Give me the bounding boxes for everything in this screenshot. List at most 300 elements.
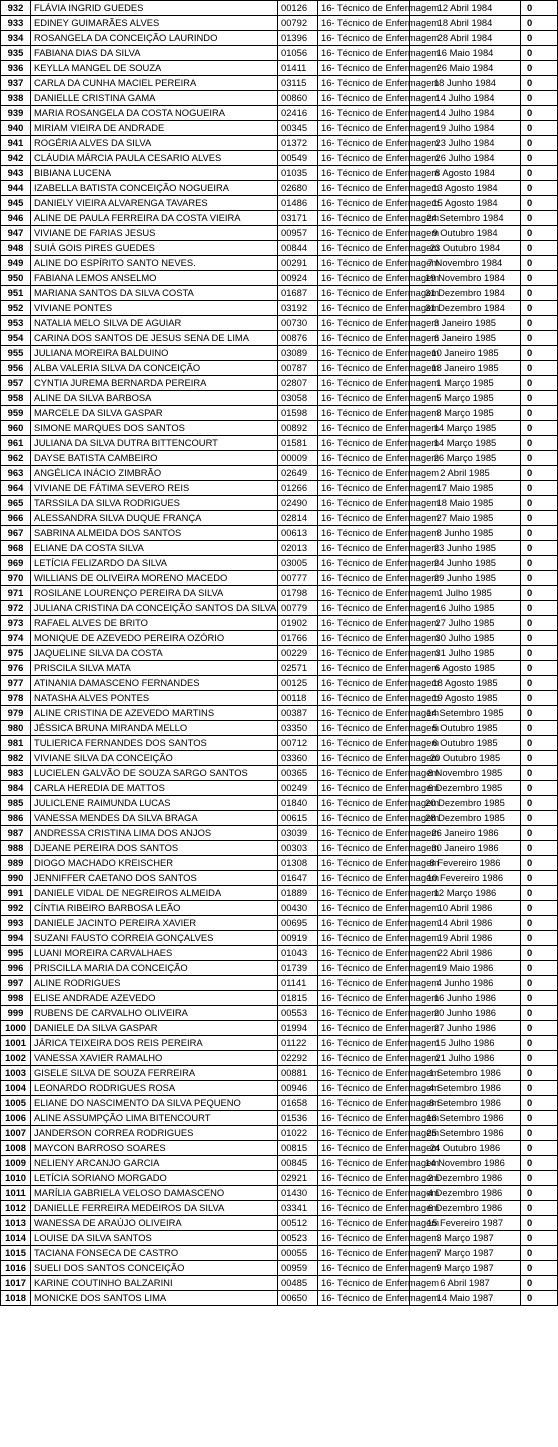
candidate-name: VANESSA XAVIER RAMALHO <box>31 1051 278 1066</box>
position: 16- Técnico de Enfermagem <box>318 1171 410 1186</box>
candidate-name: SABRINA ALMEIDA DOS SANTOS <box>31 526 278 541</box>
table-row <box>1 1006 558 1021</box>
position: 16- Técnico de Enfermagem <box>318 1126 410 1141</box>
birth-date: 14 Abril 1986 <box>410 916 521 931</box>
score: 0 <box>521 1231 558 1246</box>
row-number: 953 <box>1 316 31 331</box>
registration-code: 00695 <box>278 916 318 931</box>
candidate-name: ANDRESSA CRISTINA LIMA DOS ANJOS <box>31 826 278 841</box>
birth-date: 7 Novembro 1984 <box>410 256 521 271</box>
table-row <box>1 676 558 691</box>
birth-date: 17 Maio 1985 <box>410 481 521 496</box>
position: 16- Técnico de Enfermagem <box>318 586 410 601</box>
candidate-name: CARLA HEREDIA DE MATTOS <box>31 781 278 796</box>
candidate-name: RUBENS DE CARVALHO OLIVEIRA <box>31 1006 278 1021</box>
table-row <box>1 706 558 721</box>
candidate-name: ALESSANDRA SILVA DUQUE FRANÇA <box>31 511 278 526</box>
row-number: 967 <box>1 526 31 541</box>
table-row <box>1 976 558 991</box>
registration-code: 01889 <box>278 886 318 901</box>
row-number: 950 <box>1 271 31 286</box>
birth-date: 18 Abril 1984 <box>410 16 521 31</box>
registration-code: 00126 <box>278 1 318 16</box>
birth-date: 14 Maio 1987 <box>410 1291 521 1306</box>
birth-date: 19 Agosto 1985 <box>410 691 521 706</box>
birth-date: 14 Julho 1984 <box>410 91 521 106</box>
birth-date: 5 Março 1985 <box>410 391 521 406</box>
row-number: 966 <box>1 511 31 526</box>
birth-date: 25 Setembro 1986 <box>410 1126 521 1141</box>
score: 0 <box>521 601 558 616</box>
candidate-name: ALINE RODRIGUES <box>31 976 278 991</box>
position: 16- Técnico de Enfermagem <box>318 286 410 301</box>
candidate-name: GISELE SILVA DE SOUZA FERREIRA <box>31 1066 278 1081</box>
score: 0 <box>521 706 558 721</box>
score: 0 <box>521 481 558 496</box>
birth-date: 24 Setembro 1984 <box>410 211 521 226</box>
position: 16- Técnico de Enfermagem <box>318 316 410 331</box>
registration-code: 03192 <box>278 301 318 316</box>
position: 16- Técnico de Enfermagem <box>318 931 410 946</box>
table-row <box>1 1246 558 1261</box>
registration-code: 01035 <box>278 166 318 181</box>
position: 16- Técnico de Enfermagem <box>318 601 410 616</box>
table-row <box>1 76 558 91</box>
birth-date: 6 Dezembro 1985 <box>410 781 521 796</box>
score: 0 <box>521 436 558 451</box>
table-row <box>1 871 558 886</box>
row-number: 945 <box>1 196 31 211</box>
position: 16- Técnico de Enfermagem <box>318 331 410 346</box>
score: 0 <box>521 466 558 481</box>
score: 0 <box>521 631 558 646</box>
candidate-name: ATINANIA DAMASCENO FERNANDES <box>31 676 278 691</box>
birth-date: 26 Janeiro 1986 <box>410 826 521 841</box>
position: 16- Técnico de Enfermagem <box>318 76 410 91</box>
table-row <box>1 91 558 106</box>
score: 0 <box>521 1261 558 1276</box>
candidate-name: JULIANA DA SILVA DUTRA BITTENCOURT <box>31 436 278 451</box>
registration-code: 02571 <box>278 661 318 676</box>
table-row <box>1 226 558 241</box>
score: 0 <box>521 571 558 586</box>
candidate-name: MARIA ROSANGELA DA COSTA NOGUEIRA <box>31 106 278 121</box>
score: 0 <box>521 331 558 346</box>
registration-code: 00512 <box>278 1216 318 1231</box>
registration-code: 00844 <box>278 241 318 256</box>
position: 16- Técnico de Enfermagem <box>318 211 410 226</box>
registration-code: 01372 <box>278 136 318 151</box>
position: 16- Técnico de Enfermagem <box>318 1276 410 1291</box>
registration-code: 03039 <box>278 826 318 841</box>
score: 0 <box>521 991 558 1006</box>
registration-code: 01536 <box>278 1111 318 1126</box>
position: 16- Técnico de Enfermagem <box>318 151 410 166</box>
score: 0 <box>521 886 558 901</box>
table-row <box>1 601 558 616</box>
row-number: 956 <box>1 361 31 376</box>
registration-code: 00845 <box>278 1156 318 1171</box>
table-row <box>1 346 558 361</box>
registration-code: 00291 <box>278 256 318 271</box>
score: 0 <box>521 871 558 886</box>
candidate-name: WILLIANS DE OLIVEIRA MORENO MACEDO <box>31 571 278 586</box>
candidate-name: JAQUELINE SILVA DA COSTA <box>31 646 278 661</box>
birth-date: 16 Setembro 1986 <box>410 1111 521 1126</box>
birth-date: 15 Agosto 1984 <box>410 196 521 211</box>
table-row <box>1 946 558 961</box>
table-row <box>1 721 558 736</box>
candidate-name: NATASHA ALVES PONTES <box>31 691 278 706</box>
birth-date: 16 Maio 1984 <box>410 46 521 61</box>
position: 16- Técnico de Enfermagem <box>318 1021 410 1036</box>
score: 0 <box>521 811 558 826</box>
position: 16- Técnico de Enfermagem <box>318 1201 410 1216</box>
table-row <box>1 1201 558 1216</box>
candidate-name: DJEANE PEREIRA DOS SANTOS <box>31 841 278 856</box>
score: 0 <box>521 856 558 871</box>
candidate-name: DAYSE BATISTA CAMBEIRO <box>31 451 278 466</box>
candidate-name: VIVIANE DE FARIAS JESUS <box>31 226 278 241</box>
table-row <box>1 1036 558 1051</box>
birth-date: 19 Novembro 1984 <box>410 271 521 286</box>
birth-date: 26 Julho 1984 <box>410 151 521 166</box>
row-number: 988 <box>1 841 31 856</box>
position: 16- Técnico de Enfermagem <box>318 361 410 376</box>
candidate-name: BIBIANA LUCENA <box>31 166 278 181</box>
candidate-name: CÍNTIA RIBEIRO BARBOSA LEÃO <box>31 901 278 916</box>
birth-date: 8 Fevereiro 1986 <box>410 856 521 871</box>
birth-date: 26 Maio 1984 <box>410 61 521 76</box>
table-row <box>1 136 558 151</box>
candidate-name: ELIANE DO NASCIMENTO DA SILVA PEQUENO <box>31 1096 278 1111</box>
position: 16- Técnico de Enfermagem <box>318 376 410 391</box>
row-number: 989 <box>1 856 31 871</box>
birth-date: 18 Janeiro 1985 <box>410 361 521 376</box>
row-number: 992 <box>1 901 31 916</box>
birth-date: 14 Março 1985 <box>410 436 521 451</box>
row-number: 936 <box>1 61 31 76</box>
score: 0 <box>521 901 558 916</box>
score: 0 <box>521 256 558 271</box>
position: 16- Técnico de Enfermagem <box>318 1231 410 1246</box>
score: 0 <box>521 1006 558 1021</box>
candidate-name: TULIERICA FERNANDES DOS SANTOS <box>31 736 278 751</box>
table-row <box>1 1231 558 1246</box>
registration-code: 01411 <box>278 61 318 76</box>
birth-date: 19 Maio 1986 <box>410 961 521 976</box>
row-number: 969 <box>1 556 31 571</box>
birth-date: 23 Outubro 1984 <box>410 241 521 256</box>
row-number: 946 <box>1 211 31 226</box>
row-number: 951 <box>1 286 31 301</box>
birth-date: 12 Abril 1984 <box>410 1 521 16</box>
row-number: 955 <box>1 346 31 361</box>
candidate-name: JULIANA CRISTINA DA CONCEIÇÃO SANTOS DA SILVA <box>31 601 278 616</box>
table-row <box>1 1186 558 1201</box>
position: 16- Técnico de Enfermagem <box>318 676 410 691</box>
table-row <box>1 766 558 781</box>
registration-code: 02013 <box>278 541 318 556</box>
row-number: 984 <box>1 781 31 796</box>
position: 16- Técnico de Enfermagem <box>318 721 410 736</box>
candidate-name: TACIANA FONSECA DE CASTRO <box>31 1246 278 1261</box>
score: 0 <box>521 976 558 991</box>
row-number: 996 <box>1 961 31 976</box>
registration-code: 00303 <box>278 841 318 856</box>
registration-code: 00712 <box>278 736 318 751</box>
table-row <box>1 496 558 511</box>
row-number: 949 <box>1 256 31 271</box>
birth-date: 7 Março 1987 <box>410 1246 521 1261</box>
candidate-name: MARCELE DA SILVA GASPAR <box>31 406 278 421</box>
row-number: 952 <box>1 301 31 316</box>
score: 0 <box>521 106 558 121</box>
position: 16- Técnico de Enfermagem <box>318 961 410 976</box>
registration-code: 01266 <box>278 481 318 496</box>
score: 0 <box>521 586 558 601</box>
position: 16- Técnico de Enfermagem <box>318 271 410 286</box>
table-row <box>1 1081 558 1096</box>
score: 0 <box>521 226 558 241</box>
row-number: 958 <box>1 391 31 406</box>
birth-date: 20 Outubro 1985 <box>410 751 521 766</box>
row-number: 1010 <box>1 1171 31 1186</box>
table-row <box>1 1171 558 1186</box>
position: 16- Técnico de Enfermagem <box>318 691 410 706</box>
registration-code: 02807 <box>278 376 318 391</box>
birth-date: 16 Julho 1985 <box>410 601 521 616</box>
position: 16- Técnico de Enfermagem <box>318 871 410 886</box>
score: 0 <box>521 61 558 76</box>
position: 16- Técnico de Enfermagem <box>318 451 410 466</box>
registration-code: 02416 <box>278 106 318 121</box>
position: 16- Técnico de Enfermagem <box>318 1261 410 1276</box>
score: 0 <box>521 1126 558 1141</box>
table-row <box>1 1021 558 1036</box>
candidate-name: PRISCILLA MARIA DA CONCEIÇÃO <box>31 961 278 976</box>
birth-date: 12 Março 1986 <box>410 886 521 901</box>
position: 16- Técnico de Enfermagem <box>318 1111 410 1126</box>
table-row <box>1 631 558 646</box>
score: 0 <box>521 286 558 301</box>
score: 0 <box>521 1081 558 1096</box>
score: 0 <box>521 421 558 436</box>
birth-date: 29 Junho 1985 <box>410 571 521 586</box>
score: 0 <box>521 136 558 151</box>
table-row <box>1 286 558 301</box>
position: 16- Técnico de Enfermagem <box>318 196 410 211</box>
candidate-name: JULIANA MOREIRA BALDUINO <box>31 346 278 361</box>
score: 0 <box>521 1066 558 1081</box>
registration-code: 00792 <box>278 16 318 31</box>
row-number: 985 <box>1 796 31 811</box>
candidate-name: KARINE COUTINHO BALZARINI <box>31 1276 278 1291</box>
position: 16- Técnico de Enfermagem <box>318 391 410 406</box>
candidate-name: FABIANA LEMOS ANSELMO <box>31 271 278 286</box>
birth-date: 14 Novembro 1986 <box>410 1156 521 1171</box>
birth-date: 15 Julho 1986 <box>410 1036 521 1051</box>
row-number: 986 <box>1 811 31 826</box>
registration-code: 00118 <box>278 691 318 706</box>
score: 0 <box>521 676 558 691</box>
position: 16- Técnico de Enfermagem <box>318 1 410 16</box>
table-row <box>1 646 558 661</box>
birth-date: 28 Dezembro 1985 <box>410 811 521 826</box>
birth-date: 8 Agosto 1984 <box>410 166 521 181</box>
score: 0 <box>521 751 558 766</box>
table-row <box>1 991 558 1006</box>
row-number: 977 <box>1 676 31 691</box>
birth-date: 15 Fevereiro 1987 <box>410 1216 521 1231</box>
score: 0 <box>521 961 558 976</box>
table-row <box>1 661 558 676</box>
birth-date: 4 Junho 1986 <box>410 976 521 991</box>
score: 0 <box>521 241 558 256</box>
table-row <box>1 571 558 586</box>
table-row <box>1 1216 558 1231</box>
score: 0 <box>521 1246 558 1261</box>
birth-date: 1 Julho 1985 <box>410 586 521 601</box>
registration-code: 03350 <box>278 721 318 736</box>
registration-code: 01739 <box>278 961 318 976</box>
candidate-name: DANIELE DA SILVA GASPAR <box>31 1021 278 1036</box>
position: 16- Técnico de Enfermagem <box>318 436 410 451</box>
row-number: 954 <box>1 331 31 346</box>
row-number: 962 <box>1 451 31 466</box>
position: 16- Técnico de Enfermagem <box>318 481 410 496</box>
candidate-name: DANIELY VIEIRA ALVARENGA TAVARES <box>31 196 278 211</box>
score: 0 <box>521 151 558 166</box>
row-number: 940 <box>1 121 31 136</box>
score: 0 <box>521 391 558 406</box>
registration-code: 00553 <box>278 1006 318 1021</box>
row-number: 1016 <box>1 1261 31 1276</box>
candidate-name: MONIQUE DE AZEVEDO PEREIRA OZÓRIO <box>31 631 278 646</box>
candidate-name: LUCIELEN GALVÃO DE SOUZA SARGO SANTOS <box>31 766 278 781</box>
registration-code: 01902 <box>278 616 318 631</box>
row-number: 982 <box>1 751 31 766</box>
row-number: 942 <box>1 151 31 166</box>
position: 16- Técnico de Enfermagem <box>318 301 410 316</box>
registration-code: 00946 <box>278 1081 318 1096</box>
score: 0 <box>521 541 558 556</box>
row-number: 1013 <box>1 1216 31 1231</box>
registration-code: 01598 <box>278 406 318 421</box>
table-row <box>1 1126 558 1141</box>
registration-code: 00125 <box>278 676 318 691</box>
table-row <box>1 361 558 376</box>
registration-code: 00430 <box>278 901 318 916</box>
registration-code: 01994 <box>278 1021 318 1036</box>
row-number: 1015 <box>1 1246 31 1261</box>
position: 16- Técnico de Enfermagem <box>318 901 410 916</box>
row-number: 998 <box>1 991 31 1006</box>
row-number: 948 <box>1 241 31 256</box>
registration-code: 03341 <box>278 1201 318 1216</box>
table-row <box>1 556 558 571</box>
row-number: 995 <box>1 946 31 961</box>
row-number: 1005 <box>1 1096 31 1111</box>
row-number: 935 <box>1 46 31 61</box>
position: 16- Técnico de Enfermagem <box>318 1186 410 1201</box>
score: 0 <box>521 1186 558 1201</box>
table-row <box>1 526 558 541</box>
table-row <box>1 481 558 496</box>
table-row <box>1 1141 558 1156</box>
table-row <box>1 1051 558 1066</box>
registration-code: 03115 <box>278 76 318 91</box>
candidate-name: JENNIFFER CAETANO DOS SANTOS <box>31 871 278 886</box>
table-row <box>1 856 558 871</box>
score: 0 <box>521 1 558 16</box>
candidate-name: MONICKE DOS SANTOS LIMA <box>31 1291 278 1306</box>
candidate-name: FABIANA DIAS DA SILVA <box>31 46 278 61</box>
table-row <box>1 391 558 406</box>
position: 16- Técnico de Enfermagem <box>318 856 410 871</box>
registration-code: 02490 <box>278 496 318 511</box>
birth-date: 24 Outubro 1986 <box>410 1141 521 1156</box>
row-number: 943 <box>1 166 31 181</box>
registration-code: 00055 <box>278 1246 318 1261</box>
row-number: 968 <box>1 541 31 556</box>
registration-code: 02292 <box>278 1051 318 1066</box>
candidate-name: JANDERSON CORREA RODRIGUES <box>31 1126 278 1141</box>
position: 16- Técnico de Enfermagem <box>318 526 410 541</box>
registration-code: 00549 <box>278 151 318 166</box>
row-number: 975 <box>1 646 31 661</box>
registration-code: 01687 <box>278 286 318 301</box>
candidate-name: ALINE DE PAULA FERREIRA DA COSTA VIEIRA <box>31 211 278 226</box>
table-row <box>1 241 558 256</box>
score: 0 <box>521 406 558 421</box>
birth-date: 31 Dezembro 1984 <box>410 301 521 316</box>
table-row <box>1 511 558 526</box>
birth-date: 30 Janeiro 1986 <box>410 841 521 856</box>
birth-date: 8 Março 1985 <box>410 406 521 421</box>
candidate-name: SUELI DOS SANTOS CONCEIÇÃO <box>31 1261 278 1276</box>
row-number: 972 <box>1 601 31 616</box>
registration-code: 00957 <box>278 226 318 241</box>
position: 16- Técnico de Enfermagem <box>318 1051 410 1066</box>
table-row <box>1 256 558 271</box>
score: 0 <box>521 301 558 316</box>
row-number: 974 <box>1 631 31 646</box>
row-number: 1007 <box>1 1126 31 1141</box>
score: 0 <box>521 271 558 286</box>
row-number: 957 <box>1 376 31 391</box>
position: 16- Técnico de Enfermagem <box>318 496 410 511</box>
table-row <box>1 1111 558 1126</box>
position: 16- Técnico de Enfermagem <box>318 1141 410 1156</box>
score: 0 <box>521 946 558 961</box>
row-number: 976 <box>1 661 31 676</box>
score: 0 <box>521 46 558 61</box>
candidate-name: ALINE DO ESPÍRITO SANTO NEVES. <box>31 256 278 271</box>
row-number: 963 <box>1 466 31 481</box>
position: 16- Técnico de Enfermagem <box>318 661 410 676</box>
row-number: 987 <box>1 826 31 841</box>
candidate-name: ALINE DA SILVA BARBOSA <box>31 391 278 406</box>
registration-code: 03360 <box>278 751 318 766</box>
registration-code: 00777 <box>278 571 318 586</box>
registration-code: 01396 <box>278 31 318 46</box>
score: 0 <box>521 766 558 781</box>
position: 16- Técnico de Enfermagem <box>318 781 410 796</box>
birth-date: 6 Abril 1987 <box>410 1276 521 1291</box>
table-row <box>1 436 558 451</box>
table-row <box>1 451 558 466</box>
